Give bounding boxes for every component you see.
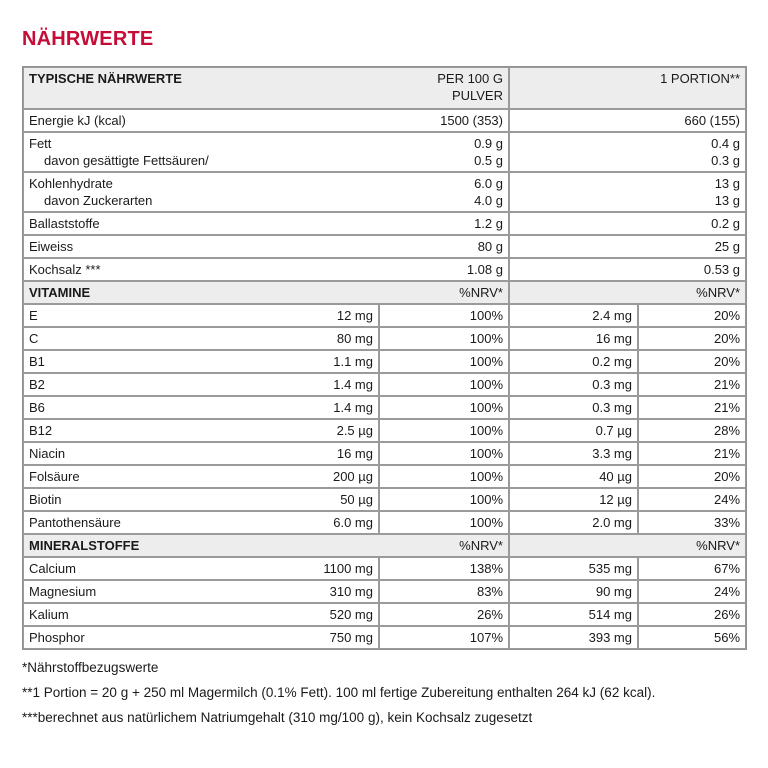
nutrient-label: Calcium	[29, 561, 76, 576]
per100-value: 1.4 mg	[333, 400, 373, 415]
nrv-header-portion: %NRV*	[509, 534, 746, 557]
nrv-header-per100: %NRV*	[459, 285, 503, 300]
nutrient-cell	[23, 350, 379, 373]
nutrient-label: Kalium	[29, 607, 69, 622]
portion-value: 13 g	[714, 176, 741, 191]
nutrient-cell	[23, 304, 379, 327]
section-header-row	[23, 534, 746, 557]
portion-value: 13 g	[714, 193, 741, 208]
nutrient-line	[29, 215, 503, 232]
nutrient-cell	[23, 396, 379, 419]
per100-value: 0.5 g	[474, 153, 503, 168]
per100-value: 80 mg	[336, 331, 373, 346]
portion-value: 12 µg	[509, 488, 638, 511]
nutrient-cell	[23, 465, 379, 488]
nutrient-label: Kohlenhydrate	[29, 176, 113, 191]
nutrient-label: Energie kJ (kcal)	[29, 113, 126, 128]
portion-value: 660 (155)	[684, 113, 741, 128]
portion-value: 40 µg	[509, 465, 638, 488]
nutrient-label: C	[29, 331, 39, 346]
table-row	[23, 132, 746, 172]
table-row	[23, 109, 746, 132]
table-row	[23, 350, 746, 373]
nutrient-cell	[23, 109, 509, 132]
nrv100-value: 138%	[379, 557, 509, 580]
nrv-portion-value: 20%	[638, 465, 746, 488]
nutrient-line	[29, 135, 503, 152]
section-left-cell	[23, 534, 509, 557]
per100-value: 1100 mg	[323, 561, 373, 576]
table-row	[23, 603, 746, 626]
portion-value: 3.3 mg	[509, 442, 638, 465]
nutrient-label: Folsäure	[29, 469, 80, 484]
nutrient-cell	[23, 132, 509, 172]
nutrient-label: Niacin	[29, 446, 66, 461]
nutrient-label: E	[29, 308, 38, 323]
per100-value: 1.4 mg	[333, 377, 373, 392]
nrv100-value: 100%	[379, 373, 509, 396]
nutrient-label: B2	[29, 377, 45, 392]
nrv100-value: 100%	[379, 304, 509, 327]
section-header-row	[23, 281, 746, 304]
nrv100-value: 100%	[379, 465, 509, 488]
nutrient-label: davon Zuckerarten	[44, 193, 153, 208]
portion-value: 514 mg	[509, 603, 638, 626]
table-row	[23, 172, 746, 212]
per100-value: 6.0 mg	[333, 515, 373, 530]
per100-value: 6.0 g	[474, 176, 503, 191]
nutrient-cell	[23, 172, 509, 212]
table-row	[23, 327, 746, 350]
nrv100-value: 100%	[379, 396, 509, 419]
table-header-row	[23, 67, 746, 109]
nutrient-label: Ballaststoffe	[29, 216, 100, 231]
nrv-portion-value: 28%	[638, 419, 746, 442]
portion-value: 0.53 g	[703, 262, 741, 277]
nrv-portion-value: 21%	[638, 442, 746, 465]
nrv-portion-value: 20%	[638, 327, 746, 350]
nrv-portion-value: 26%	[638, 603, 746, 626]
footnote-salt: ***berechnet aus natürlichem Natriumgehalt (310 mg/100 g), kein Kochsalz zugesetzt	[22, 710, 533, 725]
nutrient-cell	[23, 419, 379, 442]
portion-cell	[509, 132, 746, 172]
nrv-header-per100: %NRV*	[459, 538, 503, 553]
nrv-portion-value: 33%	[638, 511, 746, 534]
nutrient-cell	[23, 373, 379, 396]
portion-value: 16 mg	[509, 327, 638, 350]
section-label: MINERALSTOFFE	[29, 538, 140, 553]
nrv-portion-value: 20%	[638, 350, 746, 373]
per100-value: 1.08 g	[466, 262, 503, 277]
per100-value: 310 mg	[329, 584, 373, 599]
footnote-portion: **1 Portion = 20 g + 250 ml Magermilch (0.1% Fett). 100 ml fertige Zubereitung enthalten 264 kJ (62 kcal).	[22, 685, 656, 700]
table-row	[23, 488, 746, 511]
nrv100-value: 100%	[379, 488, 509, 511]
nutrient-label: B6	[29, 400, 45, 415]
nutrient-cell	[23, 258, 509, 281]
table-row	[23, 580, 746, 603]
nrv100-value: 107%	[379, 626, 509, 649]
nrv100-value: 26%	[379, 603, 509, 626]
nutrient-line	[29, 152, 503, 169]
portion-cell	[509, 235, 746, 258]
table-row	[23, 235, 746, 258]
table-row	[23, 258, 746, 281]
nutrient-label: davon gesättigte Fettsäuren/	[44, 153, 209, 168]
portion-value: 0.7 µg	[509, 419, 638, 442]
nutrient-cell	[23, 488, 379, 511]
per100-value: 80 g	[477, 239, 503, 254]
per100-value: 16 mg	[336, 446, 373, 461]
nrv100-value: 83%	[379, 580, 509, 603]
per100-value: 1500 (353)	[440, 113, 503, 128]
nutrient-label: Pantothensäure	[29, 515, 121, 530]
header-per100-label: PER 100 G PULVER	[437, 71, 503, 103]
nutrient-line	[29, 192, 503, 209]
nrv100-value: 100%	[379, 419, 509, 442]
nrv-portion-value: 24%	[638, 580, 746, 603]
per100-value: 1.1 mg	[333, 354, 373, 369]
section-left-cell	[23, 281, 509, 304]
footnote-nrv: *Nährstoffbezugswerte	[22, 660, 159, 675]
nutrient-label: Magnesium	[29, 584, 97, 599]
table-row	[23, 511, 746, 534]
portion-cell	[509, 109, 746, 132]
table-row	[23, 373, 746, 396]
portion-value: 2.4 mg	[509, 304, 638, 327]
nrv100-value: 100%	[379, 442, 509, 465]
per100-value: 750 mg	[329, 630, 373, 645]
per100-value: 4.0 g	[474, 193, 503, 208]
nutrient-line	[29, 261, 503, 278]
nrv-portion-value: 56%	[638, 626, 746, 649]
nutrition-table	[22, 66, 747, 650]
nutrient-label: Phosphor	[29, 630, 85, 645]
nutrient-label: B1	[29, 354, 45, 369]
header-portion-label: 1 PORTION**	[509, 67, 746, 109]
per100-value: 2.5 µg	[336, 423, 373, 438]
nutrient-label: B12	[29, 423, 53, 438]
nrv-portion-value: 24%	[638, 488, 746, 511]
nrv-portion-value: 21%	[638, 373, 746, 396]
nutrient-label: Biotin	[29, 492, 62, 507]
table-row	[23, 304, 746, 327]
nutrient-cell	[23, 580, 379, 603]
nrv100-value: 100%	[379, 511, 509, 534]
table-row	[23, 465, 746, 488]
nutrient-line	[29, 112, 503, 129]
nutrient-cell	[23, 327, 379, 350]
page-title: NÄHRWERTE	[22, 28, 154, 50]
table-row	[23, 212, 746, 235]
footnotes	[22, 655, 745, 730]
portion-value: 0.2 g	[711, 216, 741, 231]
per100-value: 520 mg	[329, 607, 373, 622]
nutrient-line	[29, 175, 503, 192]
portion-value: 0.4 g	[711, 136, 741, 151]
header-left-cell	[23, 67, 509, 109]
nutrient-cell	[23, 603, 379, 626]
table-row	[23, 557, 746, 580]
nrv-header-portion: %NRV*	[509, 281, 746, 304]
portion-value: 393 mg	[509, 626, 638, 649]
portion-cell	[509, 258, 746, 281]
per100-value: 50 µg	[340, 492, 373, 507]
portion-value: 0.3 g	[711, 153, 741, 168]
nutrient-label: Eiweiss	[29, 239, 74, 254]
header-typical-label: TYPISCHE NÄHRWERTE	[29, 71, 182, 86]
nutrient-cell	[23, 212, 509, 235]
nrv100-value: 100%	[379, 350, 509, 373]
nutrient-label: Fett	[29, 136, 52, 151]
nutrient-line	[29, 238, 503, 255]
portion-value: 0.3 mg	[509, 373, 638, 396]
portion-value: 0.3 mg	[509, 396, 638, 419]
nrv100-value: 100%	[379, 327, 509, 350]
portion-value: 535 mg	[509, 557, 638, 580]
portion-value: 0.2 mg	[509, 350, 638, 373]
table-row	[23, 396, 746, 419]
portion-cell	[509, 172, 746, 212]
nutrient-label: Kochsalz ***	[29, 262, 101, 277]
nrv-portion-value: 67%	[638, 557, 746, 580]
per100-value: 200 µg	[332, 469, 373, 484]
nutrient-cell	[23, 235, 509, 258]
per100-value: 12 mg	[336, 308, 373, 323]
portion-value: 2.0 mg	[509, 511, 638, 534]
table-row	[23, 626, 746, 649]
nrv-portion-value: 20%	[638, 304, 746, 327]
per100-value: 1.2 g	[474, 216, 503, 231]
per100-value: 0.9 g	[474, 136, 503, 151]
section-label: VITAMINE	[29, 285, 91, 300]
table-row	[23, 442, 746, 465]
nrv-portion-value: 21%	[638, 396, 746, 419]
portion-cell	[509, 212, 746, 235]
portion-value: 90 mg	[509, 580, 638, 603]
nutrient-cell	[23, 626, 379, 649]
nutrient-cell	[23, 442, 379, 465]
nutrient-cell	[23, 511, 379, 534]
nutrient-cell	[23, 557, 379, 580]
table-row	[23, 419, 746, 442]
portion-value: 25 g	[714, 239, 741, 254]
